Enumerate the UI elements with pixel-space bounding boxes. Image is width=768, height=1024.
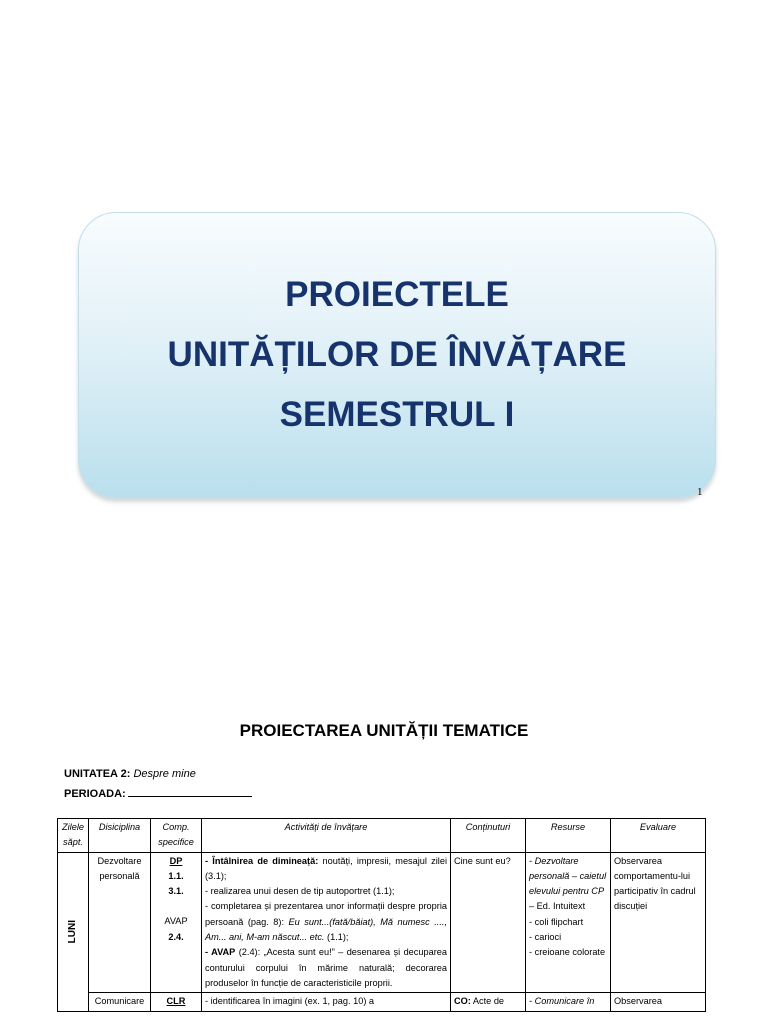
activity-3-end: (1.1); — [324, 932, 349, 943]
resource-2: - coli flipchart — [529, 916, 584, 927]
activity-3-italic: Eu sunt...(fată/băiat), Mă numesc ...., Am... ani, M-am născut... etc. — [205, 916, 447, 943]
resource-1-italic: - Dezvoltare personală – caietul elevului pentru CP — [529, 855, 607, 897]
planning-table — [57, 818, 706, 1012]
header-activities: Activități de învățare — [202, 819, 451, 853]
resource-1 — [529, 854, 607, 915]
evaluation-cell: Observarea — [611, 993, 706, 1011]
section-heading: PROIECTAREA UNITĂȚII TEMATICE — [239, 721, 529, 740]
day-cell — [58, 852, 89, 1011]
table-row — [58, 993, 706, 1011]
header-discipline: Disiciplina — [89, 819, 151, 853]
comp-spacer — [154, 899, 198, 914]
period-line — [64, 787, 252, 800]
activity-1 — [205, 854, 447, 885]
contents-bold: CO: — [454, 996, 471, 1007]
discipline-cell: Dezvoltare personală — [89, 852, 151, 993]
table-row — [58, 852, 706, 993]
period-blank — [128, 787, 252, 797]
header-resources: Resurse — [526, 819, 611, 853]
header-evaluation: Evaluare — [611, 819, 706, 853]
header-contents: Conținuturi — [451, 819, 526, 853]
activity-4-bold: AVAP — [211, 947, 236, 958]
resource-4: - creioane colorate — [529, 947, 606, 958]
activity-1-rest: noutăți, impresii, mesajul zilei (3.1); — [205, 855, 447, 881]
activities-cell: - identificarea în imagini (ex. 1, pag. 10) a — [202, 993, 451, 1011]
unit-name: Despre mine — [133, 768, 196, 780]
competences-cell: CLR — [151, 993, 202, 1011]
contents-cell — [451, 993, 526, 1011]
title-line-1: PROIECTELE — [285, 275, 509, 314]
comp-avap: AVAP — [164, 916, 188, 927]
page-number: 1 — [697, 486, 703, 498]
day-label: LUNI — [67, 919, 79, 944]
period-label: PERIOADA: — [64, 788, 126, 800]
activity-3-start: - completarea și prezentarea unor informații despre propria persoană (pag. 8): — [205, 901, 447, 927]
evaluation-cell: Observarea comportamentu-lui participativ în cadrul discuției — [611, 852, 706, 993]
resource-1-rest: – Ed. Intuitext — [529, 901, 586, 912]
comp-3-1: 3.1. — [168, 886, 184, 897]
table-header-row — [58, 819, 706, 853]
activity-4 — [205, 945, 447, 991]
contents-rest: Acte de — [470, 996, 505, 1007]
unit-label: UNITATEA 2: — [64, 768, 131, 780]
comp-1-1: 1.1. — [168, 870, 184, 881]
contents-cell: Cine sunt eu? — [451, 852, 526, 993]
resources-cell: - Comunicare în — [526, 993, 611, 1011]
activity-4-dash: - — [205, 947, 212, 958]
unit-line — [64, 768, 196, 780]
header-competences: Comp. specifice — [151, 819, 202, 853]
discipline-cell: Comunicare — [89, 993, 151, 1011]
comp-dp: DP — [169, 855, 183, 866]
title-line-3: SEMESTRUL I — [279, 395, 515, 434]
title-line-2: UNITĂȚILOR DE ÎNVĂȚARE — [167, 335, 627, 374]
header-day: Zilele săpt. — [58, 819, 89, 853]
resources-cell — [526, 852, 611, 993]
activity-1-bold: - Întâlnirea de dimineață: — [205, 855, 319, 866]
activity-2: - realizarea unui desen de tip autoportret (1.1); — [205, 886, 395, 897]
comp-2-4: 2.4. — [168, 931, 184, 942]
activity-3 — [205, 899, 447, 945]
activities-cell — [202, 852, 451, 993]
resource-3: - carioci — [529, 932, 562, 943]
competences-cell — [151, 852, 202, 993]
activity-4-rest: (2.4): „Acesta sunt eu!” – desenarea și decuparea conturului corpului în mărime naturală; decorarea produselor în funcție de caracteristicile proprii. — [205, 947, 447, 988]
title-banner — [78, 212, 716, 498]
